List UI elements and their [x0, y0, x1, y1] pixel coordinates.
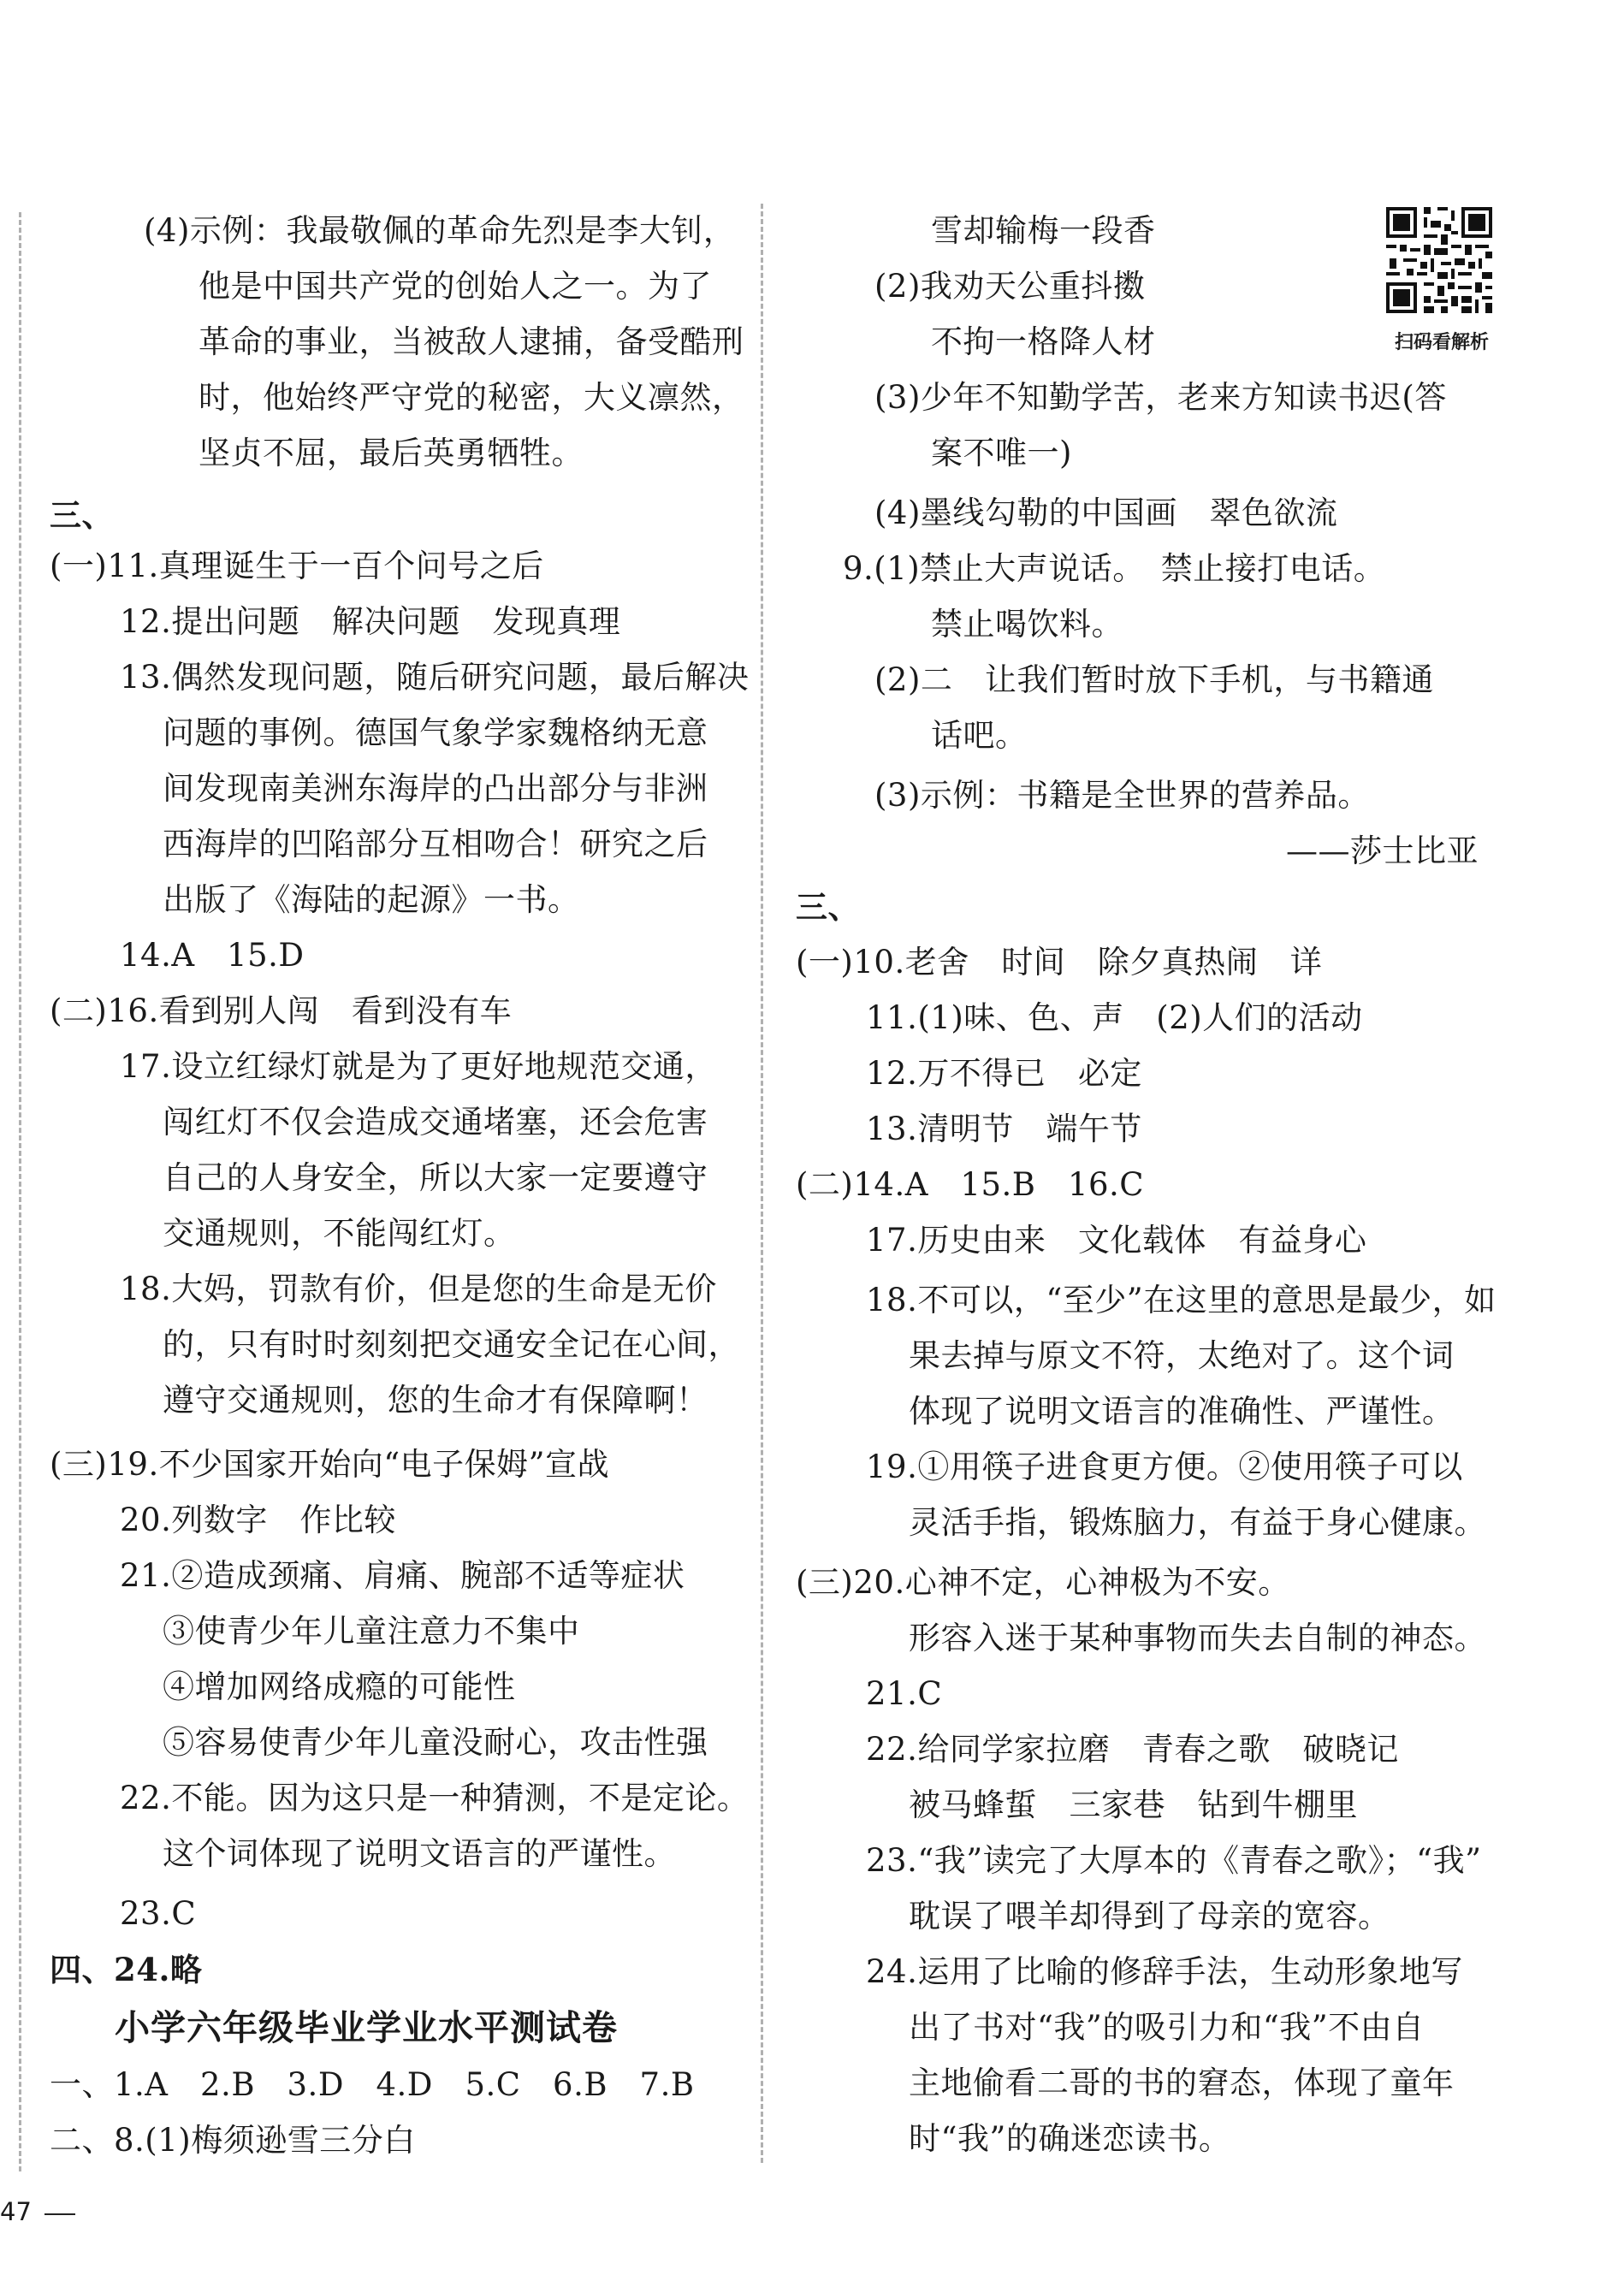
- answer-line: 主地偷看二哥的书的窘态，体现了童年: [909, 2065, 1455, 2101]
- answer-line: 四、24.略: [50, 1951, 203, 1988]
- answer-line: 11.(1)味、色、声 (2)人们的活动: [866, 999, 1363, 1036]
- answer-line: 19.①用筷子进食更方便。②使用筷子可以: [866, 1449, 1463, 1485]
- answer-line: 23.C: [120, 1895, 197, 1932]
- answer-line: 间发现南美洲东海岸的凸出部分与非洲: [163, 770, 708, 807]
- answer-line: 自己的人身安全，所以大家一定要遵守: [163, 1159, 708, 1196]
- answer-line: 12.提出问题 解决问题 发现真理: [120, 603, 621, 640]
- answer-line: (4)墨线勾勒的中国画 翠色欲流: [874, 495, 1338, 531]
- answer-line: 交通规则，不能闯红灯。: [163, 1215, 516, 1252]
- answer-line: 21.②造成颈痛、肩痛、腕部不适等症状: [120, 1557, 685, 1594]
- page-number: 47: [0, 2197, 32, 2226]
- answer-line: ③使青少年儿童注意力不集中: [163, 1613, 580, 1650]
- answer-line: 革命的事业，当被敌人逮捕，备受酷刑: [199, 323, 744, 360]
- answer-line: (三)20.心神不定，心神极为不安。: [796, 1564, 1290, 1601]
- answer-line: 23.“我”读完了大厚本的《青春之歌》；“我”: [866, 1842, 1482, 1879]
- answer-line: 18.不可以，“至少”在这里的意思是最少，如: [866, 1282, 1497, 1318]
- answer-line: (2)二 让我们暂时放下手机，与书籍通: [874, 661, 1434, 698]
- answer-line: 遵守交通规则，您的生命才有保障啊！: [163, 1382, 708, 1419]
- answer-line: 二、8.(1)梅须逊雪三分白: [50, 2122, 416, 2159]
- answer-line: (一)11.真理诞生于一百个问号之后: [50, 548, 544, 584]
- answer-line: 9.(1)禁止大声说话。 禁止接打电话。: [843, 550, 1386, 587]
- answer-line: 17.设立红绿灯就是为了更好地规范交通，: [120, 1048, 717, 1085]
- answer-line: 坚贞不屈，最后英勇牺牲。: [199, 435, 584, 471]
- qr-code-icon[interactable]: [1383, 204, 1496, 317]
- answer-line: 18.大妈，罚款有价，但是您的生命是无价: [120, 1271, 717, 1307]
- answer-line: 问题的事例。德国气象学家魏格纳无意: [163, 714, 708, 751]
- answer-line: 时，他始终严守党的秘密，大义凛然，: [199, 379, 744, 416]
- answer-line: (三)19.不少国家开始向“电子保姆”宣战: [50, 1446, 610, 1483]
- answer-line: 时“我”的确迷恋读书。: [909, 2120, 1231, 2157]
- answer-line: 形容入迷于某种事物而失去自制的神态。: [909, 1620, 1486, 1656]
- answer-line: 24.运用了比喻的修辞手法，生动形象地写: [866, 1953, 1463, 1990]
- answer-line: 体现了说明文语言的准确性、严谨性。: [909, 1393, 1455, 1430]
- answer-line: ⑤容易使青少年儿童没耐心，攻击性强: [163, 1724, 708, 1761]
- answer-line: 禁止喝饮料。: [931, 606, 1123, 643]
- answer-line: 西海岸的凹陷部分互相吻合！研究之后: [163, 826, 708, 862]
- answer-line: 20.列数字 作比较: [120, 1502, 396, 1538]
- section-heading: 三、: [50, 496, 114, 534]
- qr-caption: 扫码看解析: [1394, 332, 1489, 353]
- answer-line: 果去掉与原文不符，太绝对了。这个词: [909, 1337, 1455, 1374]
- answer-line: (4)示例：我最敬佩的革命先烈是李大钊，: [144, 212, 736, 249]
- exam-title: 小学六年级毕业学业水平测试卷: [115, 2007, 618, 2048]
- answer-line: 22.给同学家拉磨 青春之歌 破晓记: [866, 1731, 1399, 1768]
- answer-line: 雪却输梅一段香: [931, 212, 1156, 249]
- answer-line: (3)少年不知勤学苦，老来方知读书迟(答: [874, 379, 1447, 416]
- answer-line: 17.历史由来 文化载体 有益身心: [866, 1222, 1367, 1259]
- column-divider: [761, 204, 763, 2163]
- left-margin-divider: [19, 212, 21, 2171]
- answer-line: 闯红灯不仅会造成交通堵塞，还会危害: [163, 1104, 708, 1140]
- answer-line: 出了书对“我”的吸引力和“我”不由自: [909, 2009, 1425, 2046]
- answer-line: 的，只有时时刻刻把交通安全记在心间，: [163, 1326, 740, 1363]
- answer-line: (一)10.老舍 时间 除夕真热闹 详: [796, 944, 1323, 981]
- answer-line: 话吧。: [931, 717, 1028, 754]
- answer-line: 22.不能。因为这只是一种猜测，不是定论。: [120, 1780, 750, 1816]
- answer-line: 不拘一格降人材: [931, 323, 1156, 360]
- answer-line: (二)14.A 15.B 16.C: [796, 1166, 1145, 1203]
- answer-line: 14.A 15.D: [120, 937, 305, 974]
- answer-line: 一、1.A 2.B 3.D 4.D 5.C 6.B 7.B: [50, 2066, 695, 2103]
- answer-line: 灵活手指，锻炼脑力，有益于身心健康。: [909, 1504, 1486, 1541]
- answer-line: 13.清明节 端午节: [866, 1111, 1142, 1147]
- answer-line: 21.C: [866, 1675, 943, 1712]
- answer-line: 耽误了喂羊却得到了母亲的宽容。: [909, 1898, 1390, 1934]
- answer-line: (2)我劝天公重抖擞: [874, 268, 1146, 305]
- answer-line: 12.万不得已 必定: [866, 1055, 1142, 1092]
- answer-line: ④增加网络成瘾的可能性: [163, 1668, 516, 1705]
- page-number-dash: [44, 2213, 75, 2215]
- answer-line: (3)示例：书籍是全世界的营养品。: [874, 777, 1370, 814]
- section-heading: 三、: [796, 888, 860, 926]
- quote-attribution: ——莎士比亚: [1286, 832, 1479, 869]
- answer-line: (二)16.看到别人闯 看到没有车: [50, 992, 513, 1029]
- answer-line: 出版了《海陆的起源》一书。: [163, 881, 580, 918]
- answer-line: 13.偶然发现问题，随后研究问题，最后解决: [120, 659, 750, 696]
- answer-line: 他是中国共产党的创始人之一。为了: [199, 268, 712, 305]
- answer-line: 被马蜂蜇 三家巷 钻到牛棚里: [909, 1786, 1358, 1823]
- answer-line: 案不唯一): [931, 435, 1072, 471]
- answer-line: 这个词体现了说明文语言的严谨性。: [163, 1835, 676, 1872]
